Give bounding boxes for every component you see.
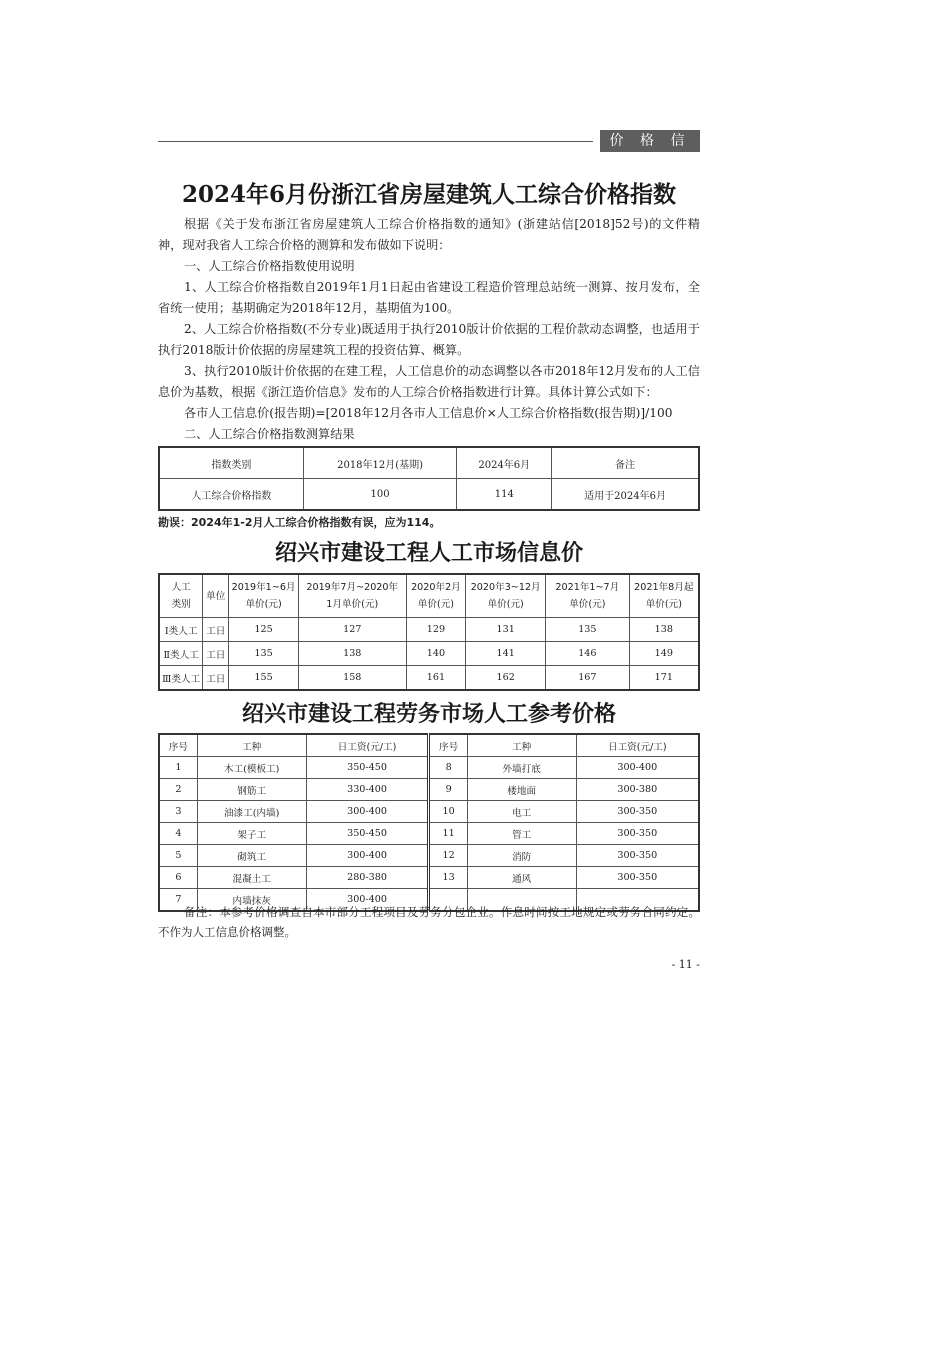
table-cell: 钢筋工	[197, 779, 306, 801]
table-cell: 外墙打底	[467, 757, 576, 779]
table-cell: 171	[629, 666, 699, 691]
table-cell: 油漆工(内墙)	[197, 801, 306, 823]
table-cell: 13	[429, 867, 467, 889]
market-title: 绍兴市建设工程人工市场信息价	[274, 540, 583, 566]
formula-paragraph: 各市人工信息价(报告期)=[2018年12月各市人工信息价×人工综合价格指数(报告期)]/100	[184, 406, 673, 420]
table-cell: 工日	[203, 666, 229, 691]
table-cell: 管工	[467, 823, 576, 845]
market-price-table	[158, 573, 700, 691]
table-header-cell	[203, 574, 229, 618]
table-row	[159, 867, 699, 889]
table-row	[159, 642, 699, 666]
table-cell: 146	[546, 642, 630, 666]
table-row	[159, 845, 699, 867]
table-cell: 8	[429, 757, 467, 779]
table-header-cell: 2018年12月(基期)	[303, 447, 457, 479]
table-cell: 人工综合价格指数	[159, 479, 303, 511]
table-cell: 11	[429, 823, 467, 845]
table-cell: 300-400	[306, 845, 429, 867]
header-line: 2021年1~7月	[555, 582, 620, 593]
table-cell: 7	[159, 889, 197, 912]
header-line: 2019年1~6月	[231, 582, 296, 593]
table-cell: 架子工	[197, 823, 306, 845]
table-header-cell: 日工资(元/工)	[576, 734, 699, 757]
table-cell: 155	[229, 666, 299, 691]
table-cell: 100	[303, 479, 457, 511]
header-line: 单价(元)	[645, 599, 682, 610]
table-cell: 适用于2024年6月	[552, 479, 699, 511]
table-header-cell	[298, 574, 406, 618]
table-row	[159, 801, 699, 823]
table-cell: 140	[406, 642, 466, 666]
header-line: 人工	[171, 582, 191, 593]
table-cell: 138	[298, 642, 406, 666]
table-header-cell: 序号	[159, 734, 197, 757]
table-cell: 通风	[467, 867, 576, 889]
table-header-cell: 日工资(元/工)	[306, 734, 429, 757]
intro-text	[158, 214, 700, 445]
page-number: - 11 -	[671, 958, 700, 971]
header-line: 2019年7月~2020年	[306, 582, 399, 593]
table-header-cell	[229, 574, 299, 618]
table-header-row	[159, 574, 699, 618]
header-line: 2020年2月	[411, 582, 461, 593]
header-line: 单价(元)	[569, 599, 606, 610]
table-cell: 167	[546, 666, 630, 691]
table-header-row	[159, 734, 699, 757]
table-cell: 1	[159, 757, 197, 779]
header-line: 2020年3~12月	[470, 582, 541, 593]
table-cell: 300-350	[576, 801, 699, 823]
table-cell: 127	[298, 618, 406, 642]
table-row	[159, 823, 699, 845]
table-cell: 300-350	[576, 823, 699, 845]
table-row	[159, 479, 699, 511]
reference-title: 绍兴市建设工程劳务市场人工参考价格	[241, 701, 616, 727]
table-cell: 138	[629, 618, 699, 642]
index-table	[158, 446, 700, 511]
table-cell: 350-450	[306, 757, 429, 779]
table-cell: 300-400	[576, 757, 699, 779]
header-line: 类别	[171, 599, 191, 610]
table-cell: 135	[546, 618, 630, 642]
table-header-cell	[466, 574, 546, 618]
table-cell: 300-350	[576, 845, 699, 867]
header-line: 单价(元)	[487, 599, 524, 610]
table-row	[159, 757, 699, 779]
header-rule	[158, 141, 593, 142]
table-cell: 330-400	[306, 779, 429, 801]
table-header-cell	[546, 574, 630, 618]
table-cell: 300-400	[306, 801, 429, 823]
errata-note: 勘误：2024年1-2月人工综合价格指数有误，应为114。	[158, 516, 441, 529]
table-header-cell: 序号	[429, 734, 467, 757]
section-tag: 价 格 信 息	[600, 130, 700, 152]
table-header-cell: 工种	[467, 734, 576, 757]
intro-paragraph: 3、执行2010版计价依据的在建工程，人工信息价的动态调整以各市2018年12月发布的人工信息价为基数，根据《浙江造价信息》发布的人工综合价格指数进行计算。具体计算公式如下：	[158, 364, 700, 399]
table-header-cell: 指数类别	[159, 447, 303, 479]
table-cell: 楼地面	[467, 779, 576, 801]
table-cell: 9	[429, 779, 467, 801]
table-cell: 消防	[467, 845, 576, 867]
table-cell: 5	[159, 845, 197, 867]
intro-paragraph: 二、人工综合价格指数测算结果	[184, 427, 355, 441]
table-cell: 4	[159, 823, 197, 845]
header-line: 单价(元)	[245, 599, 282, 610]
table-cell: 149	[629, 642, 699, 666]
table-header-cell: 2024年6月	[457, 447, 552, 479]
table-cell: 141	[466, 642, 546, 666]
table-cell: 2	[159, 779, 197, 801]
table-header-cell: 备注	[552, 447, 699, 479]
table-header-cell	[159, 574, 203, 618]
table-header-cell	[629, 574, 699, 618]
table-cell: Ⅰ类人工	[159, 618, 203, 642]
intro-paragraph: 2、人工综合价格指数(不分专业)既适用于执行2010版计价依据的工程价款动态调整，也适用于执行2018版计价依据的房屋建筑工程的投资估算、概算。	[158, 322, 700, 357]
table-cell: 135	[229, 642, 299, 666]
table-cell: 混凝土工	[197, 867, 306, 889]
table-cell: 162	[466, 666, 546, 691]
header-line: 单价(元)	[417, 599, 455, 610]
intro-paragraph: 一、人工综合价格指数使用说明	[184, 259, 355, 273]
table-header-cell	[406, 574, 466, 618]
table-cell: 114	[457, 479, 552, 511]
table-cell: 300-380	[576, 779, 699, 801]
table-cell: 300-350	[576, 867, 699, 889]
table-cell: 砌筑工	[197, 845, 306, 867]
table-cell: Ⅲ类人工	[159, 666, 203, 691]
table-header-cell: 工种	[197, 734, 306, 757]
table-header-row	[159, 447, 699, 479]
table-cell: 350-450	[306, 823, 429, 845]
header-line: 2021年8月起	[634, 582, 694, 593]
table-cell: 3	[159, 801, 197, 823]
reference-price-table	[158, 733, 700, 912]
table-cell: 木工(模板工)	[197, 757, 306, 779]
table-cell: 电工	[467, 801, 576, 823]
table-cell: 工日	[203, 642, 229, 666]
intro-paragraph: 1、人工综合价格指数自2019年1月1日起由省建设工程造价管理总站统一测算、按月发布，全省统一使用；基期确定为2018年12月，基期值为100。	[158, 280, 700, 315]
table-row	[159, 666, 699, 691]
intro-paragraph: 根据《关于发布浙江省房屋建筑人工综合价格指数的通知》(浙建站信[2018]52号)的文件精神，现对我省人工综合价格的测算和发布做如下说明：	[158, 217, 700, 252]
table-cell: 6	[159, 867, 197, 889]
table-cell: 12	[429, 845, 467, 867]
table-cell: 161	[406, 666, 466, 691]
table-cell: 300-400	[306, 889, 429, 912]
table-cell: 125	[229, 618, 299, 642]
header-line: 单位	[206, 590, 226, 602]
reference-note: 备注：本参考价格调查自本市部分工程项目及劳务分包企业。作息时间按工地规定或劳务合同约定。不作为人工信息价格调整。	[158, 905, 700, 939]
table-cell: Ⅱ类人工	[159, 642, 203, 666]
table-cell: 280-380	[306, 867, 429, 889]
table-row	[159, 618, 699, 642]
table-cell: 10	[429, 801, 467, 823]
table-cell: 158	[298, 666, 406, 691]
table-cell: 工日	[203, 618, 229, 642]
table-cell: 129	[406, 618, 466, 642]
index-title: 2024年6月份浙江省房屋建筑人工综合价格指数	[181, 181, 677, 208]
table-cell: 内墙抹灰	[197, 889, 306, 912]
header-line: 1月单价(元)	[326, 599, 379, 610]
table-row	[159, 779, 699, 801]
table-cell: 131	[466, 618, 546, 642]
